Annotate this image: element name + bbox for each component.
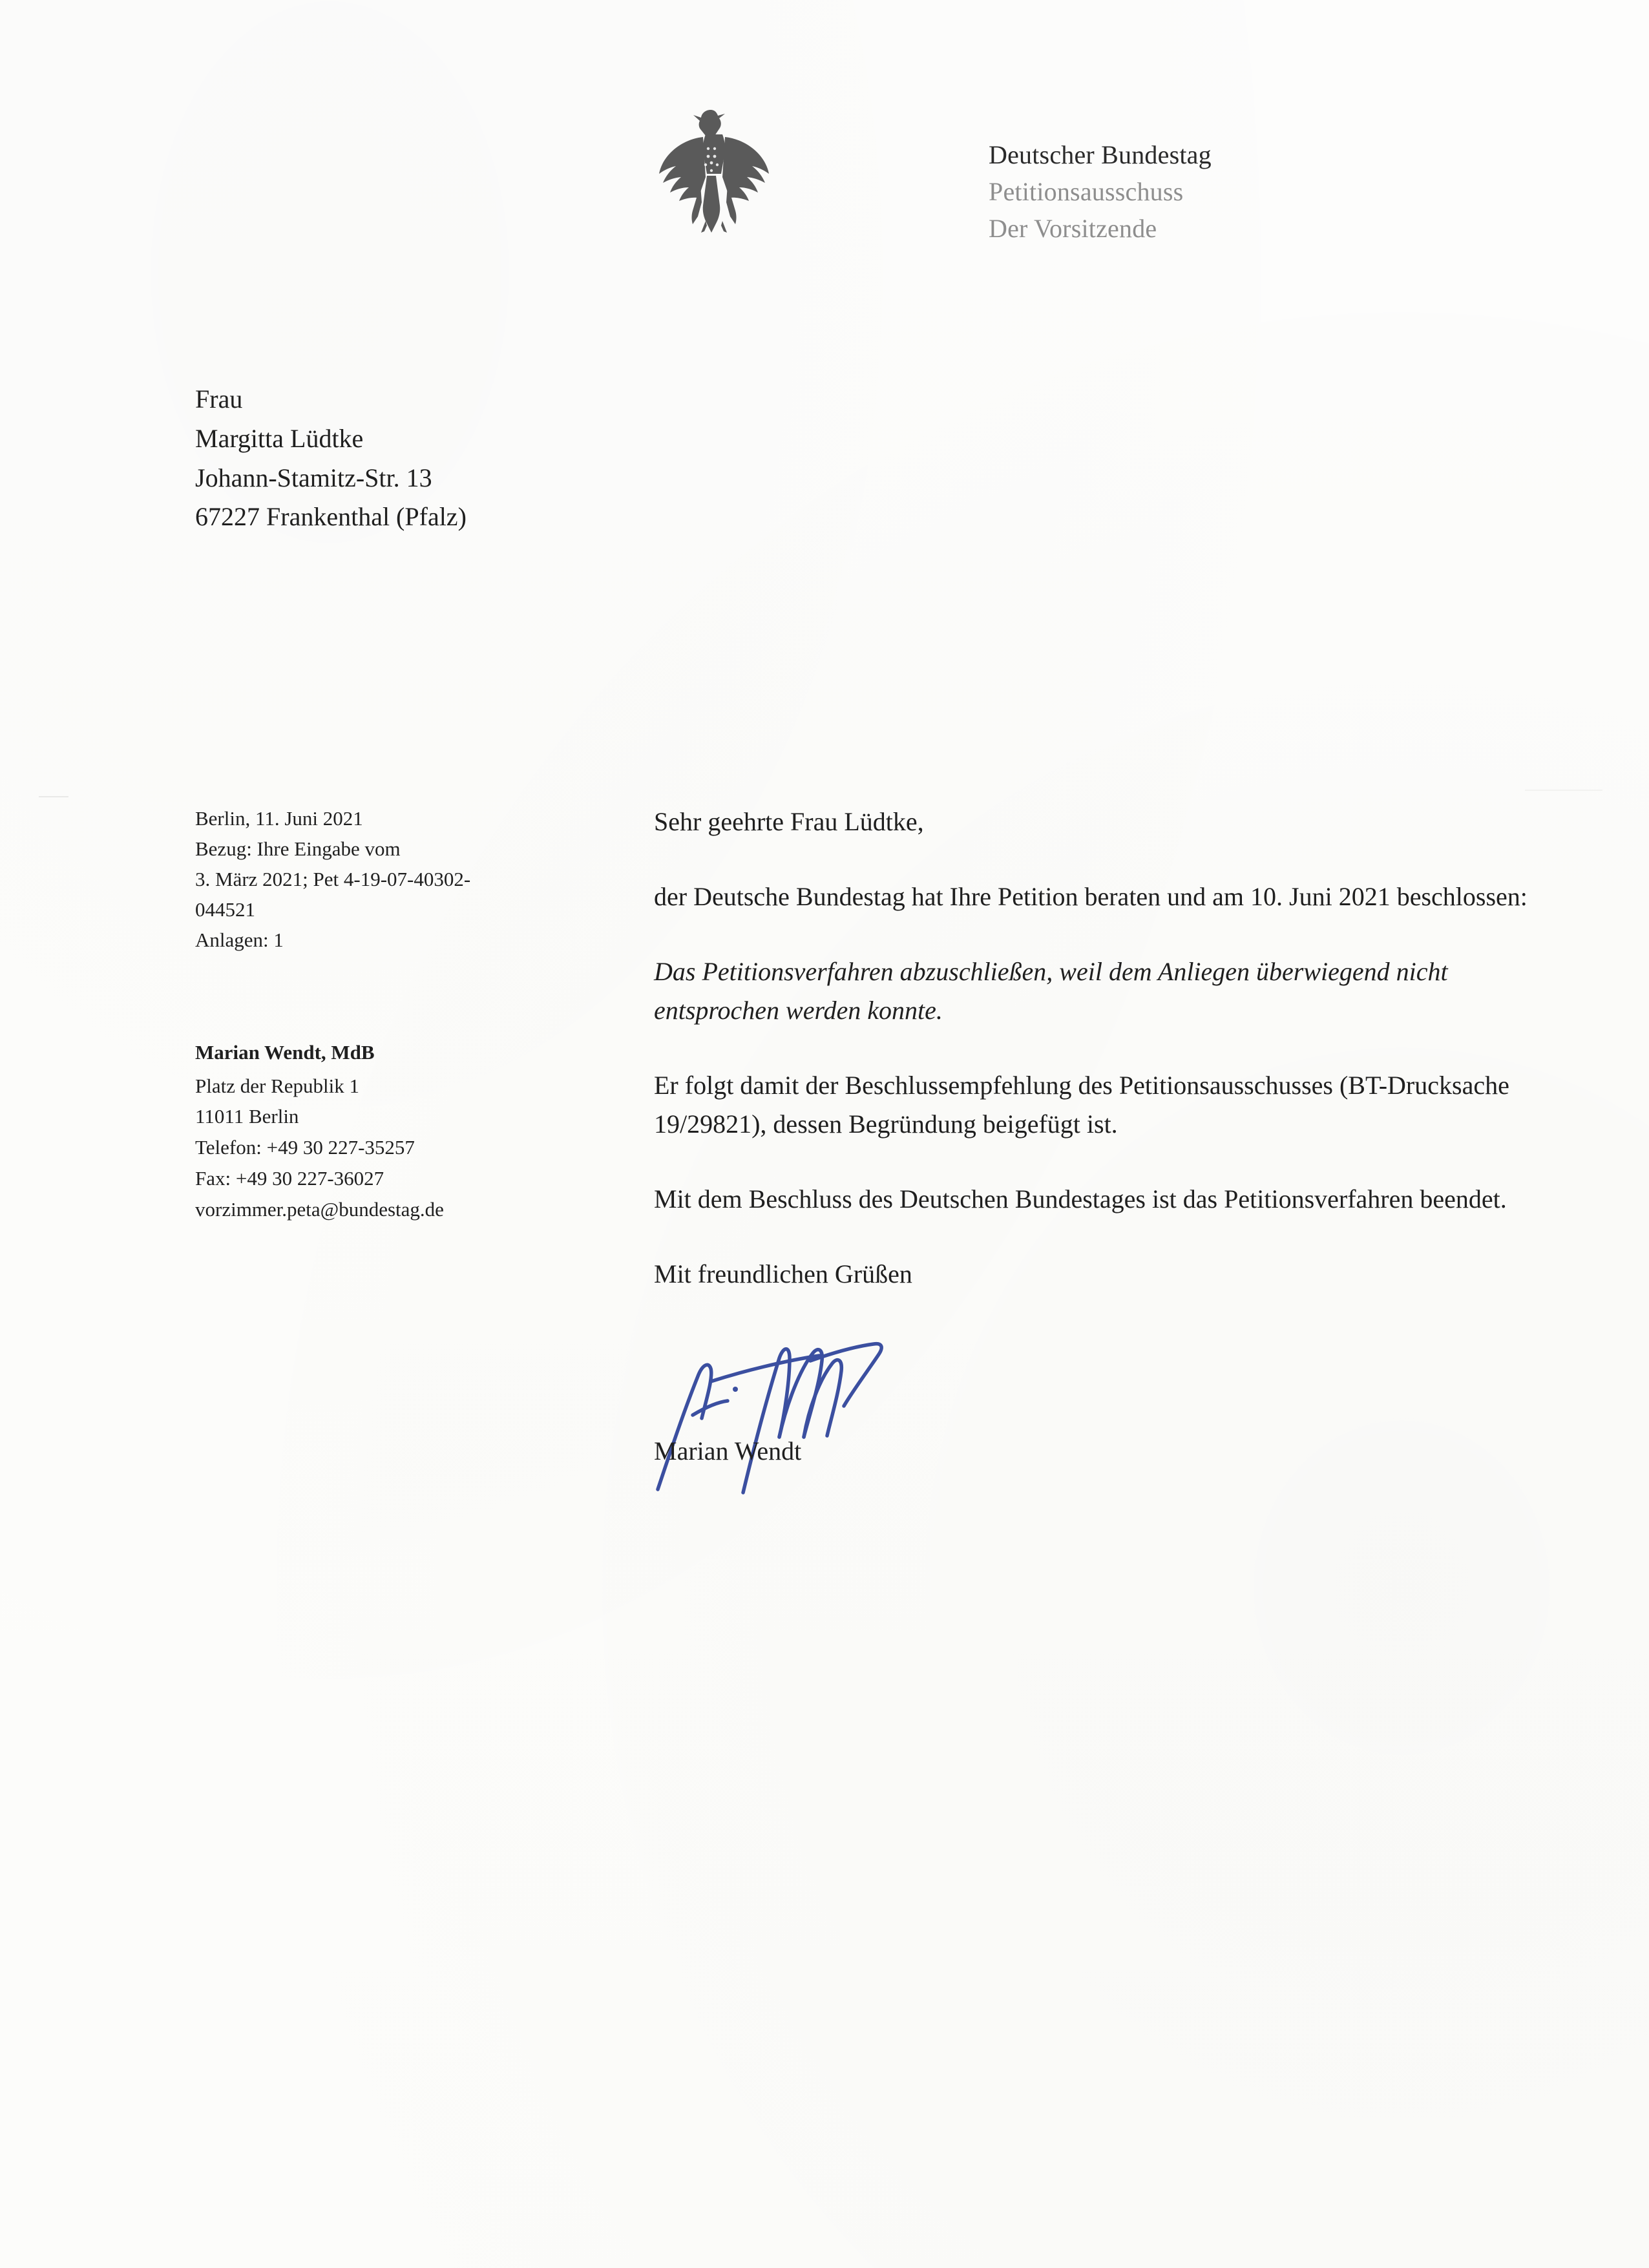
org-committee: Petitionsausschuss [989, 176, 1184, 206]
body-closing: Mit freundlichen Grüßen [654, 1259, 912, 1288]
bundestag-eagle-emblem [646, 103, 782, 252]
recipient-street: Johann-Stamitz-Str. 13 [195, 463, 432, 492]
organization-block [989, 137, 1212, 247]
sender-name: Marian Wendt, MdB [195, 1041, 375, 1064]
sender-email: vorzimmer.peta@bundestag.de [195, 1197, 444, 1221]
scan-artifact [39, 796, 68, 797]
sender-phone: Telefon: +49 30 227-35257 [195, 1136, 415, 1159]
reference-block [195, 803, 570, 956]
recipient-salutation: Frau [195, 384, 243, 414]
sender-fax: Fax: +49 30 227-36027 [195, 1166, 384, 1190]
sender-street: Platz der Republik 1 [195, 1074, 359, 1097]
body-paragraph-2: Er folgt damit der Beschlussempfehlung des Petitionsausschusses (BT-Drucksache 19/29821), dessen Begründung beigefügt ist. [654, 1071, 1509, 1139]
recipient-name: Margitta Lüdtke [195, 423, 364, 453]
body-salutation: Sehr geehrte Frau Lüdtke, [654, 807, 924, 836]
place-date: Berlin, 11. Juni 2021 [195, 807, 363, 830]
reference-value-cont: 044521 [195, 898, 255, 921]
scan-artifact [1525, 790, 1602, 791]
signature-printed-name: Marian Wendt [654, 1436, 802, 1465]
body-paragraph-1: der Deutsche Bundestag hat Ihre Petition beraten und am 10. Juni 2021 beschlossen: [654, 882, 1528, 911]
sender-city: 11011 Berlin [195, 1105, 299, 1128]
reference-value: 3. März 2021; Pet 4-19-07-40302- [195, 868, 471, 891]
org-role: Der Vorsitzende [989, 213, 1157, 243]
body-paragraph-3: Mit dem Beschluss des Deutschen Bundestages ist das Petitionsverfahren beendet. [654, 1184, 1507, 1213]
recipient-address [195, 380, 467, 537]
attachments-count: Anlagen: 1 [195, 929, 284, 952]
letter-body [654, 803, 1559, 1330]
sender-contact-block [195, 1037, 609, 1224]
org-name: Deutscher Bundestag [989, 140, 1212, 169]
recipient-city: 67227 Frankenthal (Pfalz) [195, 502, 467, 532]
reference-label: Bezug: Ihre Eingabe vom [195, 837, 401, 861]
body-decision: Das Petitionsverfahren abzuschließen, weil dem Anliegen überwiegend nicht entsprochen werden konnte. [654, 957, 1448, 1025]
handwritten-signature [646, 1299, 982, 1525]
